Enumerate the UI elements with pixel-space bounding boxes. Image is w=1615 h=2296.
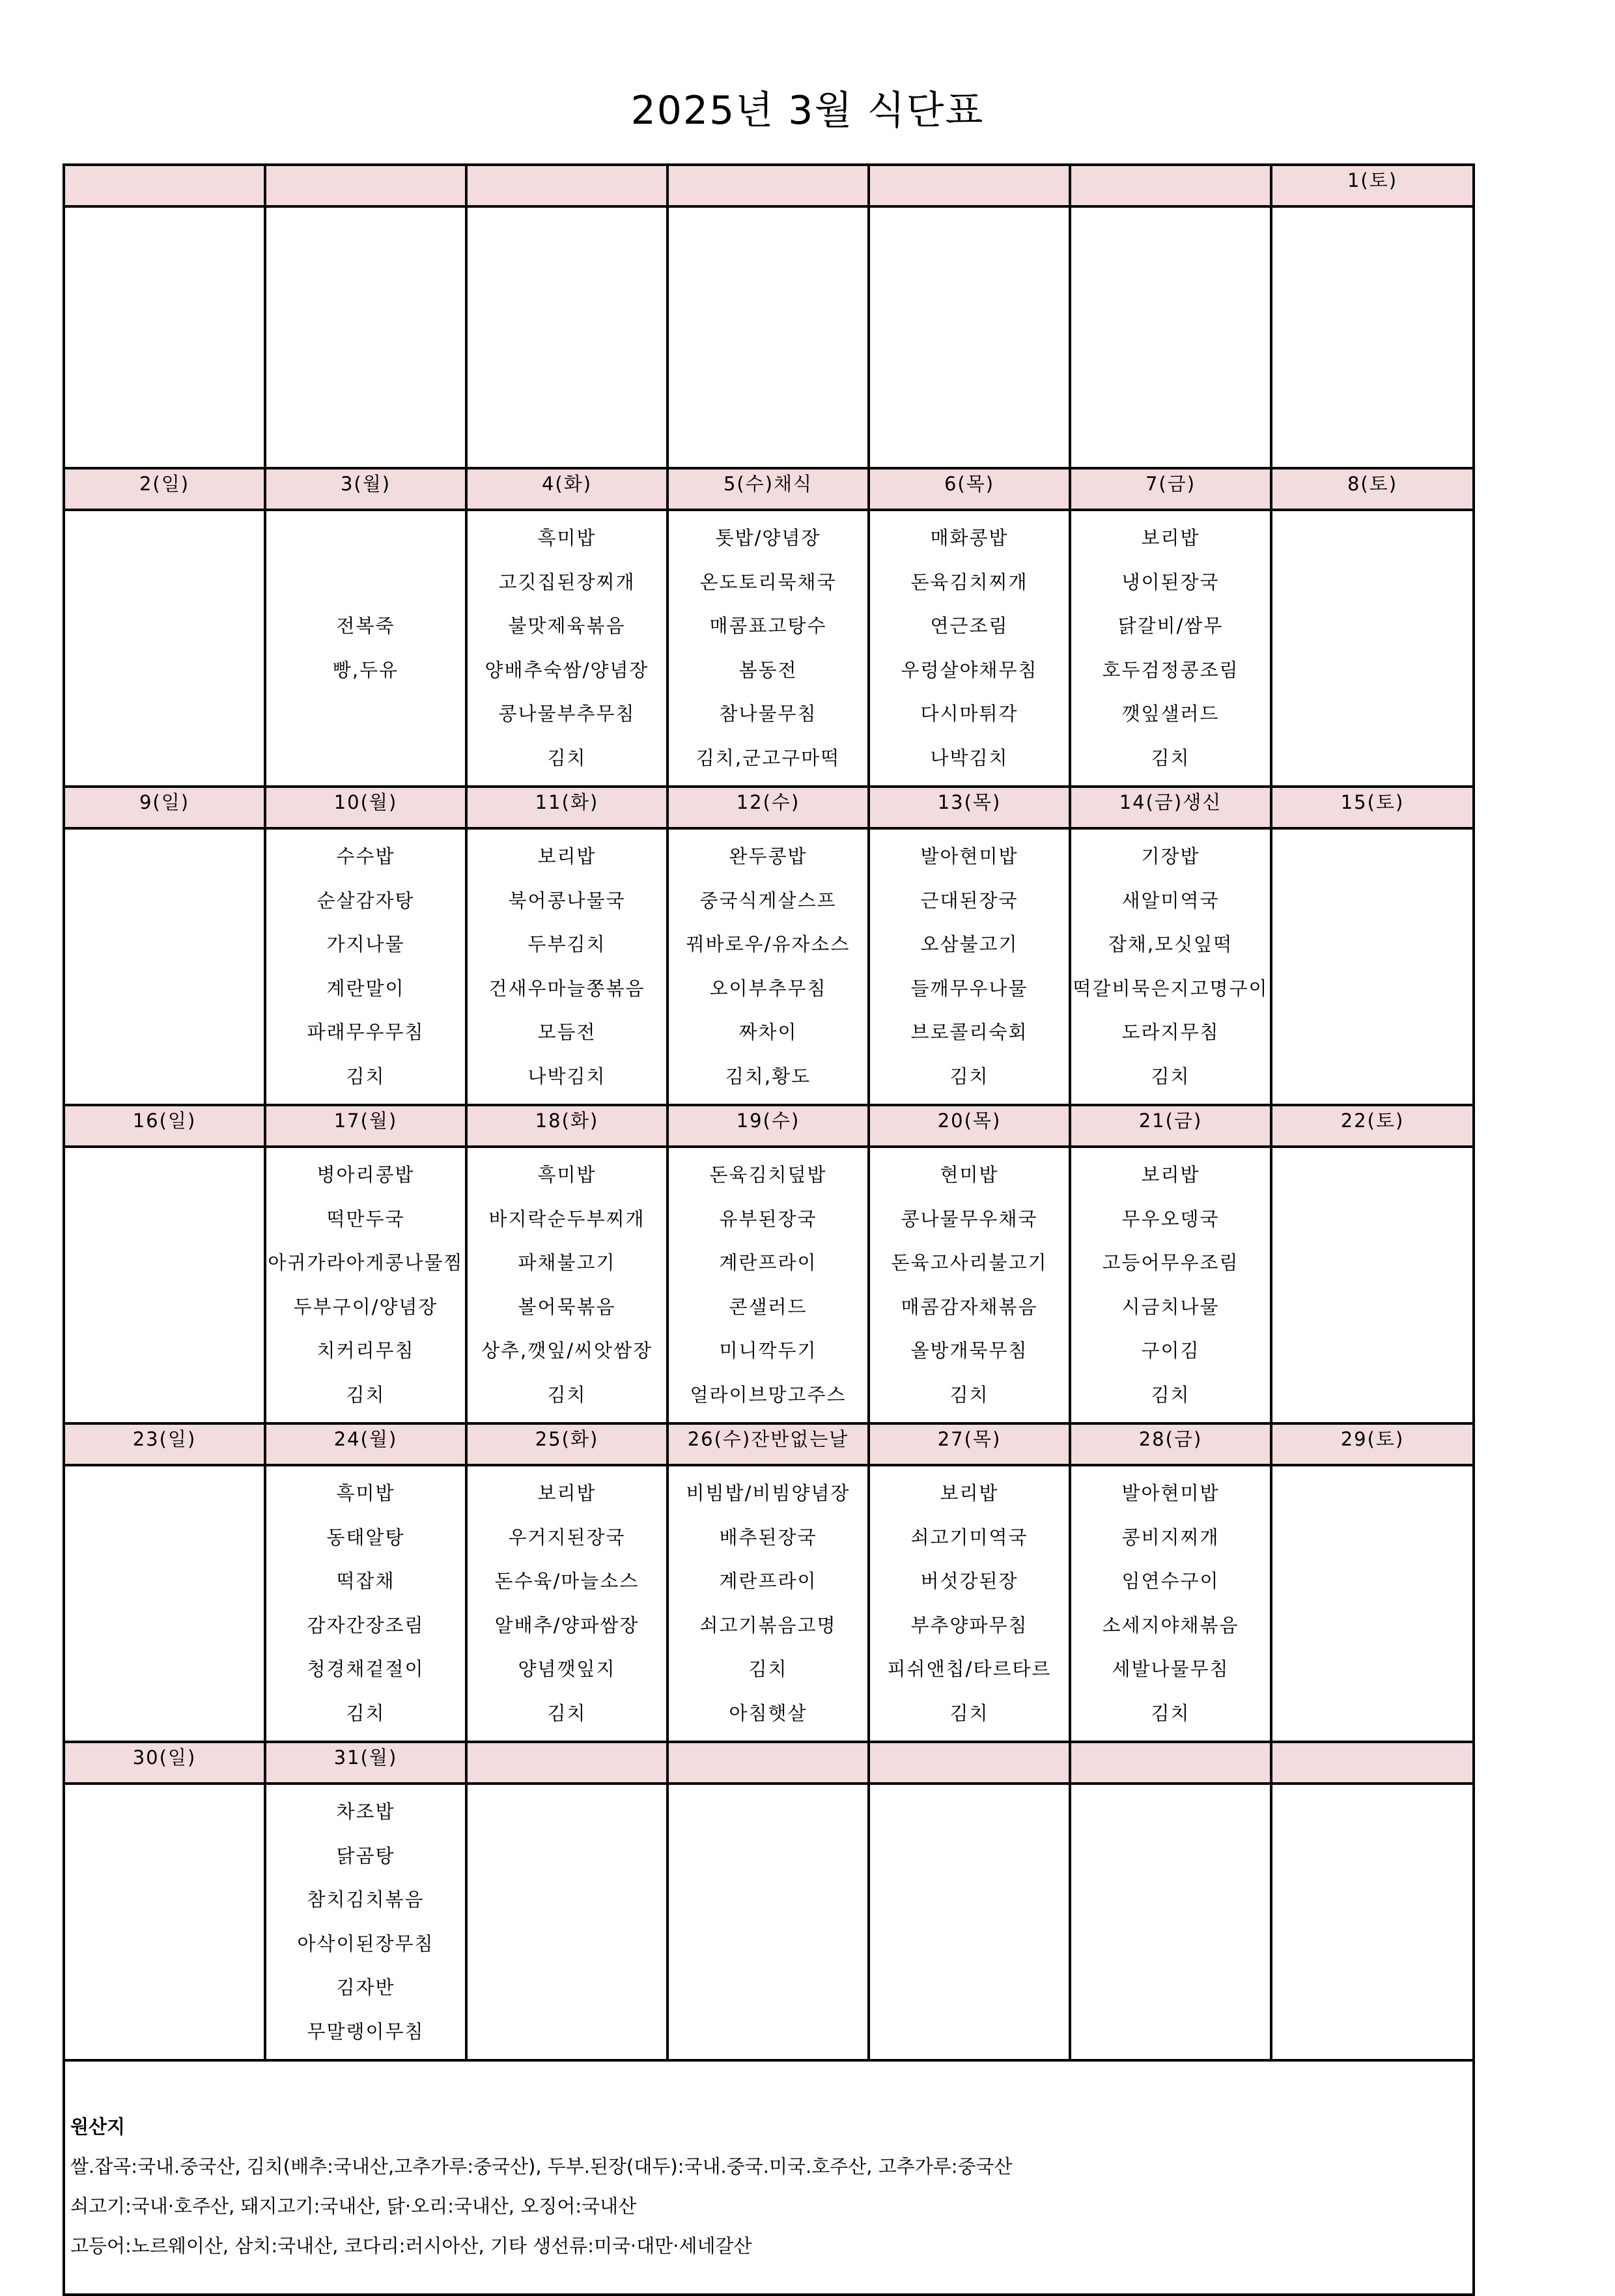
menu-list	[266, 1466, 465, 1741]
menu-item: 감자간장조림	[307, 1614, 425, 1636]
menu-item: 버섯강된장	[920, 1570, 1018, 1592]
menu-item: 김치	[949, 1383, 989, 1406]
menu-list	[870, 208, 1069, 218]
menu-item: 김치	[547, 746, 587, 769]
menu-list	[468, 208, 666, 218]
menu-cell	[667, 1147, 869, 1423]
menu-item: 매콤표고탕수	[709, 615, 827, 637]
menu-item: 청경채겉절이	[307, 1658, 425, 1680]
menu-list	[468, 1785, 666, 1795]
date-cell: 2(일)	[64, 468, 265, 510]
menu-cell	[64, 510, 265, 787]
menu-cell	[667, 510, 869, 787]
menu-item: 양배추숙쌈/양념장	[484, 658, 649, 681]
menu-list	[1071, 1785, 1270, 1795]
menu-item: 김치,군고구마떡	[695, 746, 841, 769]
date-cell	[869, 1742, 1070, 1784]
date-cell	[466, 1742, 667, 1784]
date-row	[64, 1423, 1474, 1465]
date-cell: 26(수)잔반없는날	[667, 1423, 869, 1465]
menu-item: 새알미역국	[1121, 889, 1220, 912]
menu-cell	[869, 828, 1070, 1105]
date-cell	[869, 165, 1070, 206]
menu-item: 비빔밥/비빔양념장	[686, 1482, 850, 1504]
menu-item: 김치	[547, 1383, 587, 1406]
menu-cell	[265, 828, 466, 1105]
menu-item: 김치	[748, 1658, 788, 1680]
origin-title: 원산지	[70, 2116, 126, 2138]
menu-item: 볼어묵볶음	[518, 1295, 616, 1318]
menu-item: 피쉬앤칩/타르타르	[887, 1658, 1052, 1680]
menu-item: 김치	[949, 1701, 989, 1724]
menu-item: 김치	[1151, 1065, 1190, 1087]
menu-item: 두부구이/양념장	[293, 1295, 438, 1318]
date-row	[64, 468, 1474, 510]
date-cell	[667, 1742, 869, 1784]
menu-cell	[466, 1784, 667, 2060]
menu-item: 봄동전	[738, 658, 798, 681]
menu-item: 온도토리묵채국	[699, 570, 837, 593]
menu-item: 보리밥	[537, 1482, 597, 1504]
menu-list	[669, 830, 867, 1104]
menu-item: 보리밥	[1141, 527, 1200, 549]
date-cell: 25(화)	[466, 1423, 667, 1465]
menu-item: 흑미밥	[537, 527, 597, 549]
menu-item: 김치	[547, 1701, 587, 1724]
menu-item: 파채불고기	[518, 1252, 616, 1274]
menu-list	[1071, 511, 1270, 785]
date-row	[64, 787, 1474, 828]
menu-item: 김치	[1151, 746, 1190, 769]
menu-cell	[265, 1147, 466, 1423]
date-cell	[1070, 165, 1271, 206]
menu-item: 브로콜리숙회	[910, 1021, 1028, 1043]
menu-item: 발아현미밥	[1121, 1482, 1220, 1504]
menu-item: 상추,깻잎/씨앗쌈장	[481, 1339, 653, 1362]
date-cell: 9(일)	[64, 787, 265, 828]
menu-item: 올방개묵무침	[910, 1339, 1028, 1362]
menu-list	[1071, 208, 1270, 218]
menu-list	[1272, 511, 1472, 522]
menu-list	[65, 1466, 264, 1477]
menu-item: 오삼불고기	[920, 933, 1018, 955]
menu-item: 고등어무우조림	[1102, 1252, 1239, 1274]
menu-item: 알배추/양파쌈장	[494, 1614, 639, 1636]
menu-list	[870, 1148, 1069, 1422]
date-cell: 27(목)	[869, 1423, 1070, 1465]
menu-list	[1272, 1785, 1472, 1795]
menu-item: 우거지된장국	[508, 1526, 626, 1548]
menu-list	[1071, 830, 1270, 1104]
menu-item: 돈육김치찌개	[910, 570, 1028, 593]
menu-item: 보리밥	[1141, 1164, 1200, 1186]
menu-item: 김치	[346, 1065, 386, 1087]
date-cell: 20(목)	[869, 1105, 1070, 1147]
menu-cell	[466, 510, 667, 787]
menu-cell	[1070, 1784, 1271, 2060]
menu-calendar-table	[63, 163, 1475, 2296]
menu-item: 순살감자탕	[316, 889, 415, 912]
menu-item: 다시마튀각	[920, 703, 1018, 725]
menu-item: 냉이된장국	[1121, 570, 1220, 593]
menu-list	[468, 1148, 666, 1422]
menu-item: 깻잎샐러드	[1121, 703, 1220, 725]
date-cell	[1271, 1742, 1474, 1784]
menu-cell	[667, 206, 869, 468]
menu-cell	[1271, 1784, 1474, 2060]
menu-cell	[1271, 206, 1474, 468]
date-row	[64, 1742, 1474, 1784]
menu-list	[870, 511, 1069, 785]
menu-item: 아삭이된장무침	[297, 1932, 434, 1955]
menu-item: 호두검정콩조림	[1102, 658, 1239, 681]
menu-item: 계란프라이	[719, 1570, 817, 1592]
menu-list	[65, 208, 264, 218]
menu-item: 바지락순두부찌개	[488, 1207, 645, 1230]
origin-line: 쌀.잡곡:국내.중국산, 김치(배추:국내산,고추가루:중국산), 두부.된장(대두):국내.중국.미국.호주산, 고추가루:중국산	[70, 2155, 1013, 2177]
menu-cell	[1070, 828, 1271, 1105]
menu-item: 닭갈비/쌈무	[1117, 615, 1224, 637]
menu-row	[64, 510, 1474, 787]
date-cell: 14(금)생신	[1070, 787, 1271, 828]
menu-item: 차조밥	[336, 1800, 395, 1823]
date-cell: 16(일)	[64, 1105, 265, 1147]
menu-list	[65, 1785, 264, 1795]
menu-list	[266, 1785, 465, 2059]
date-cell: 8(토)	[1271, 468, 1474, 510]
menu-item: 쇠고기미역국	[910, 1526, 1028, 1548]
menu-list	[669, 511, 867, 785]
menu-item: 계란프라이	[719, 1252, 817, 1274]
menu-item: 아귀가라아게콩나물찜	[268, 1252, 464, 1274]
menu-item: 닭곰탕	[336, 1844, 395, 1867]
menu-cell	[64, 1784, 265, 2060]
menu-list	[870, 830, 1069, 1104]
menu-cell	[1271, 1465, 1474, 1742]
menu-list	[669, 208, 867, 218]
menu-cell	[1271, 510, 1474, 787]
menu-item: 매콤감자채볶음	[901, 1295, 1038, 1318]
menu-item: 불맛제육볶음	[508, 615, 626, 637]
menu-item: 우렁살야채무침	[901, 658, 1038, 681]
menu-cell	[466, 1147, 667, 1423]
menu-item: 두부김치	[527, 933, 606, 955]
menu-item: 김치	[346, 1383, 386, 1406]
menu-list	[468, 830, 666, 1104]
menu-list	[1071, 1466, 1270, 1741]
menu-item: 도라지무침	[1121, 1021, 1220, 1043]
date-cell: 3(월)	[265, 468, 466, 510]
menu-item: 꿔바로우/유자소스	[686, 933, 850, 955]
date-cell: 23(일)	[64, 1423, 265, 1465]
menu-list	[266, 208, 465, 218]
menu-item: 돈육고사리불고기	[891, 1252, 1048, 1274]
menu-item	[266, 566, 465, 610]
date-cell: 6(목)	[869, 468, 1070, 510]
menu-item: 쇠고기볶음고명	[699, 1614, 837, 1636]
menu-row	[64, 1147, 1474, 1423]
menu-cell	[869, 206, 1070, 468]
menu-item: 현미밥	[940, 1164, 999, 1186]
menu-cell	[667, 1465, 869, 1742]
date-cell: 4(화)	[466, 468, 667, 510]
date-cell: 11(화)	[466, 787, 667, 828]
date-cell: 28(금)	[1070, 1423, 1271, 1465]
date-cell: 5(수)채식	[667, 468, 869, 510]
date-cell: 17(월)	[265, 1105, 466, 1147]
date-cell: 12(수)	[667, 787, 869, 828]
date-cell: 18(화)	[466, 1105, 667, 1147]
menu-item: 양념깻잎지	[518, 1658, 616, 1680]
menu-list	[1272, 208, 1472, 218]
date-cell: 15(토)	[1271, 787, 1474, 828]
menu-cell	[265, 1784, 466, 2060]
menu-list	[669, 1148, 867, 1422]
menu-item: 빵,두유	[332, 658, 399, 681]
menu-item: 돈수육/마늘소스	[494, 1570, 639, 1592]
menu-list	[266, 830, 465, 1104]
menu-item: 김치	[1151, 1383, 1190, 1406]
menu-cell	[1070, 1465, 1271, 1742]
date-cell	[466, 165, 667, 206]
menu-item: 매화콩밥	[930, 527, 1009, 549]
menu-list	[266, 511, 465, 785]
menu-list	[65, 1148, 264, 1158]
menu-item: 오이부추무침	[709, 977, 827, 1000]
date-cell: 30(일)	[64, 1742, 265, 1784]
date-cell	[667, 165, 869, 206]
menu-item: 떡갈비묵은지고명구이	[1073, 977, 1269, 1000]
date-cell: 21(금)	[1070, 1105, 1271, 1147]
menu-item: 돈육김치덮밥	[709, 1164, 827, 1186]
menu-list	[1071, 1148, 1270, 1422]
menu-item: 파래무우무침	[307, 1021, 425, 1043]
menu-item: 김치,황도	[725, 1065, 811, 1087]
menu-list	[870, 1466, 1069, 1741]
menu-item: 치커리무침	[316, 1339, 415, 1362]
date-row	[64, 165, 1474, 206]
menu-row	[64, 1465, 1474, 1742]
menu-item: 들깨무우나물	[910, 977, 1028, 1000]
menu-cell	[265, 1465, 466, 1742]
menu-item: 짜차이	[738, 1021, 798, 1043]
menu-cell	[1070, 206, 1271, 468]
menu-cell	[1271, 828, 1474, 1105]
menu-row	[64, 1784, 1474, 2060]
menu-item: 콩나물무우채국	[901, 1207, 1038, 1230]
menu-item: 잡채,모싯잎떡	[1108, 933, 1233, 955]
menu-item: 아침햇살	[729, 1701, 808, 1724]
menu-item: 무우오뎅국	[1121, 1207, 1220, 1230]
date-cell	[265, 165, 466, 206]
menu-list	[669, 1466, 867, 1741]
menu-item	[266, 697, 465, 742]
menu-cell	[869, 510, 1070, 787]
menu-item: 근대된장국	[920, 889, 1018, 912]
menu-list	[1272, 1466, 1472, 1477]
menu-item: 병아리콩밥	[316, 1164, 415, 1186]
menu-item: 북어콩나물국	[508, 889, 626, 912]
page-title: 2025년 3월 식단표	[630, 88, 985, 133]
date-cell: 13(목)	[869, 787, 1070, 828]
menu-item: 무말랭이무침	[307, 2020, 425, 2043]
menu-cell	[265, 510, 466, 787]
menu-list	[870, 1785, 1069, 1795]
menu-cell	[64, 1147, 265, 1423]
menu-item: 중국식게살스프	[699, 889, 837, 912]
menu-row	[64, 828, 1474, 1105]
menu-item	[266, 742, 465, 786]
menu-item: 동태알탕	[326, 1526, 405, 1548]
date-cell: 1(토)	[1271, 165, 1474, 206]
menu-item: 흑미밥	[537, 1164, 597, 1186]
date-cell	[64, 165, 265, 206]
menu-cell	[466, 1465, 667, 1742]
menu-item: 임연수구이	[1121, 1570, 1220, 1592]
menu-item: 전복죽	[336, 615, 395, 637]
menu-cell	[64, 206, 265, 468]
menu-cell	[869, 1784, 1070, 2060]
menu-item: 미니깍두기	[719, 1339, 817, 1362]
menu-item: 나박김치	[527, 1065, 606, 1087]
menu-item: 김치	[346, 1701, 386, 1724]
menu-item: 김치	[949, 1065, 989, 1087]
menu-list	[65, 830, 264, 840]
menu-cell	[64, 828, 265, 1105]
origin-section	[64, 2060, 1474, 2295]
menu-list	[65, 511, 264, 522]
menu-item: 얼라이브망고주스	[690, 1383, 847, 1406]
menu-list	[1272, 830, 1472, 840]
menu-item: 톳밥/양념장	[715, 527, 821, 549]
date-cell	[1070, 1742, 1271, 1784]
menu-item: 김치	[1151, 1701, 1190, 1724]
date-cell: 31(월)	[265, 1742, 466, 1784]
menu-item: 부추양파무침	[910, 1614, 1028, 1636]
menu-cell	[667, 1784, 869, 2060]
date-cell: 7(금)	[1070, 468, 1271, 510]
menu-item: 계란말이	[326, 977, 405, 1000]
date-cell: 19(수)	[667, 1105, 869, 1147]
menu-item: 시금치나물	[1121, 1295, 1220, 1318]
menu-list	[266, 1148, 465, 1422]
menu-cell	[64, 1465, 265, 1742]
menu-item: 나박김치	[930, 746, 1009, 769]
date-row	[64, 1105, 1474, 1147]
menu-list	[1272, 1148, 1472, 1158]
date-cell: 10(월)	[265, 787, 466, 828]
menu-cell	[869, 1465, 1070, 1742]
origin-line: 쇠고기:국내·호주산, 돼지고기:국내산, 닭·오리:국내산, 오징어:국내산	[70, 2195, 637, 2217]
menu-item: 콘샐러드	[729, 1295, 808, 1318]
menu-item: 떡만두국	[326, 1207, 405, 1230]
menu-item: 콩비지찌개	[1121, 1526, 1220, 1548]
menu-item: 유부된장국	[719, 1207, 817, 1230]
menu-list	[669, 1785, 867, 1795]
menu-item: 고깃집된장찌개	[498, 570, 636, 593]
menu-item: 가지나물	[326, 933, 405, 955]
menu-list	[468, 1466, 666, 1741]
menu-cell	[667, 828, 869, 1105]
menu-item: 참나물무침	[719, 703, 817, 725]
origin-line: 고등어:노르웨이산, 삼치:국내산, 코다리:러시아산, 기타 생선류:미국·대만·세네갈산	[70, 2235, 752, 2257]
menu-row	[64, 206, 1474, 468]
menu-item: 보리밥	[940, 1482, 999, 1504]
menu-item: 완두콩밥	[729, 845, 808, 867]
menu-item: 건새우마늘쫑볶음	[488, 977, 645, 1000]
menu-item: 연근조림	[930, 615, 1009, 637]
menu-item: 배추된장국	[719, 1526, 817, 1548]
date-cell: 22(토)	[1271, 1105, 1474, 1147]
menu-cell	[265, 206, 466, 468]
menu-cell	[869, 1147, 1070, 1423]
menu-item: 김자반	[336, 1976, 395, 1998]
menu-cell	[1070, 510, 1271, 787]
menu-item: 발아현미밥	[920, 845, 1018, 867]
menu-item: 떡잡채	[336, 1570, 395, 1592]
menu-cell	[1070, 1147, 1271, 1423]
menu-item: 참치김치볶음	[307, 1888, 425, 1911]
menu-item: 보리밥	[537, 845, 597, 867]
menu-item: 수수밥	[336, 845, 395, 867]
date-cell: 29(토)	[1271, 1423, 1474, 1465]
menu-item: 모듬전	[537, 1021, 597, 1043]
menu-item: 소세지야채볶음	[1102, 1614, 1239, 1636]
menu-cell	[1271, 1147, 1474, 1423]
menu-item: 흑미밥	[336, 1482, 395, 1504]
date-cell: 24(월)	[265, 1423, 466, 1465]
menu-cell	[466, 206, 667, 468]
menu-item	[266, 522, 465, 566]
menu-list	[468, 511, 666, 785]
menu-cell	[466, 828, 667, 1105]
menu-item: 콩나물부추무침	[498, 703, 636, 725]
menu-item: 구이김	[1141, 1339, 1200, 1362]
menu-item: 기장밥	[1141, 845, 1200, 867]
menu-item: 세발나물무침	[1112, 1658, 1229, 1680]
